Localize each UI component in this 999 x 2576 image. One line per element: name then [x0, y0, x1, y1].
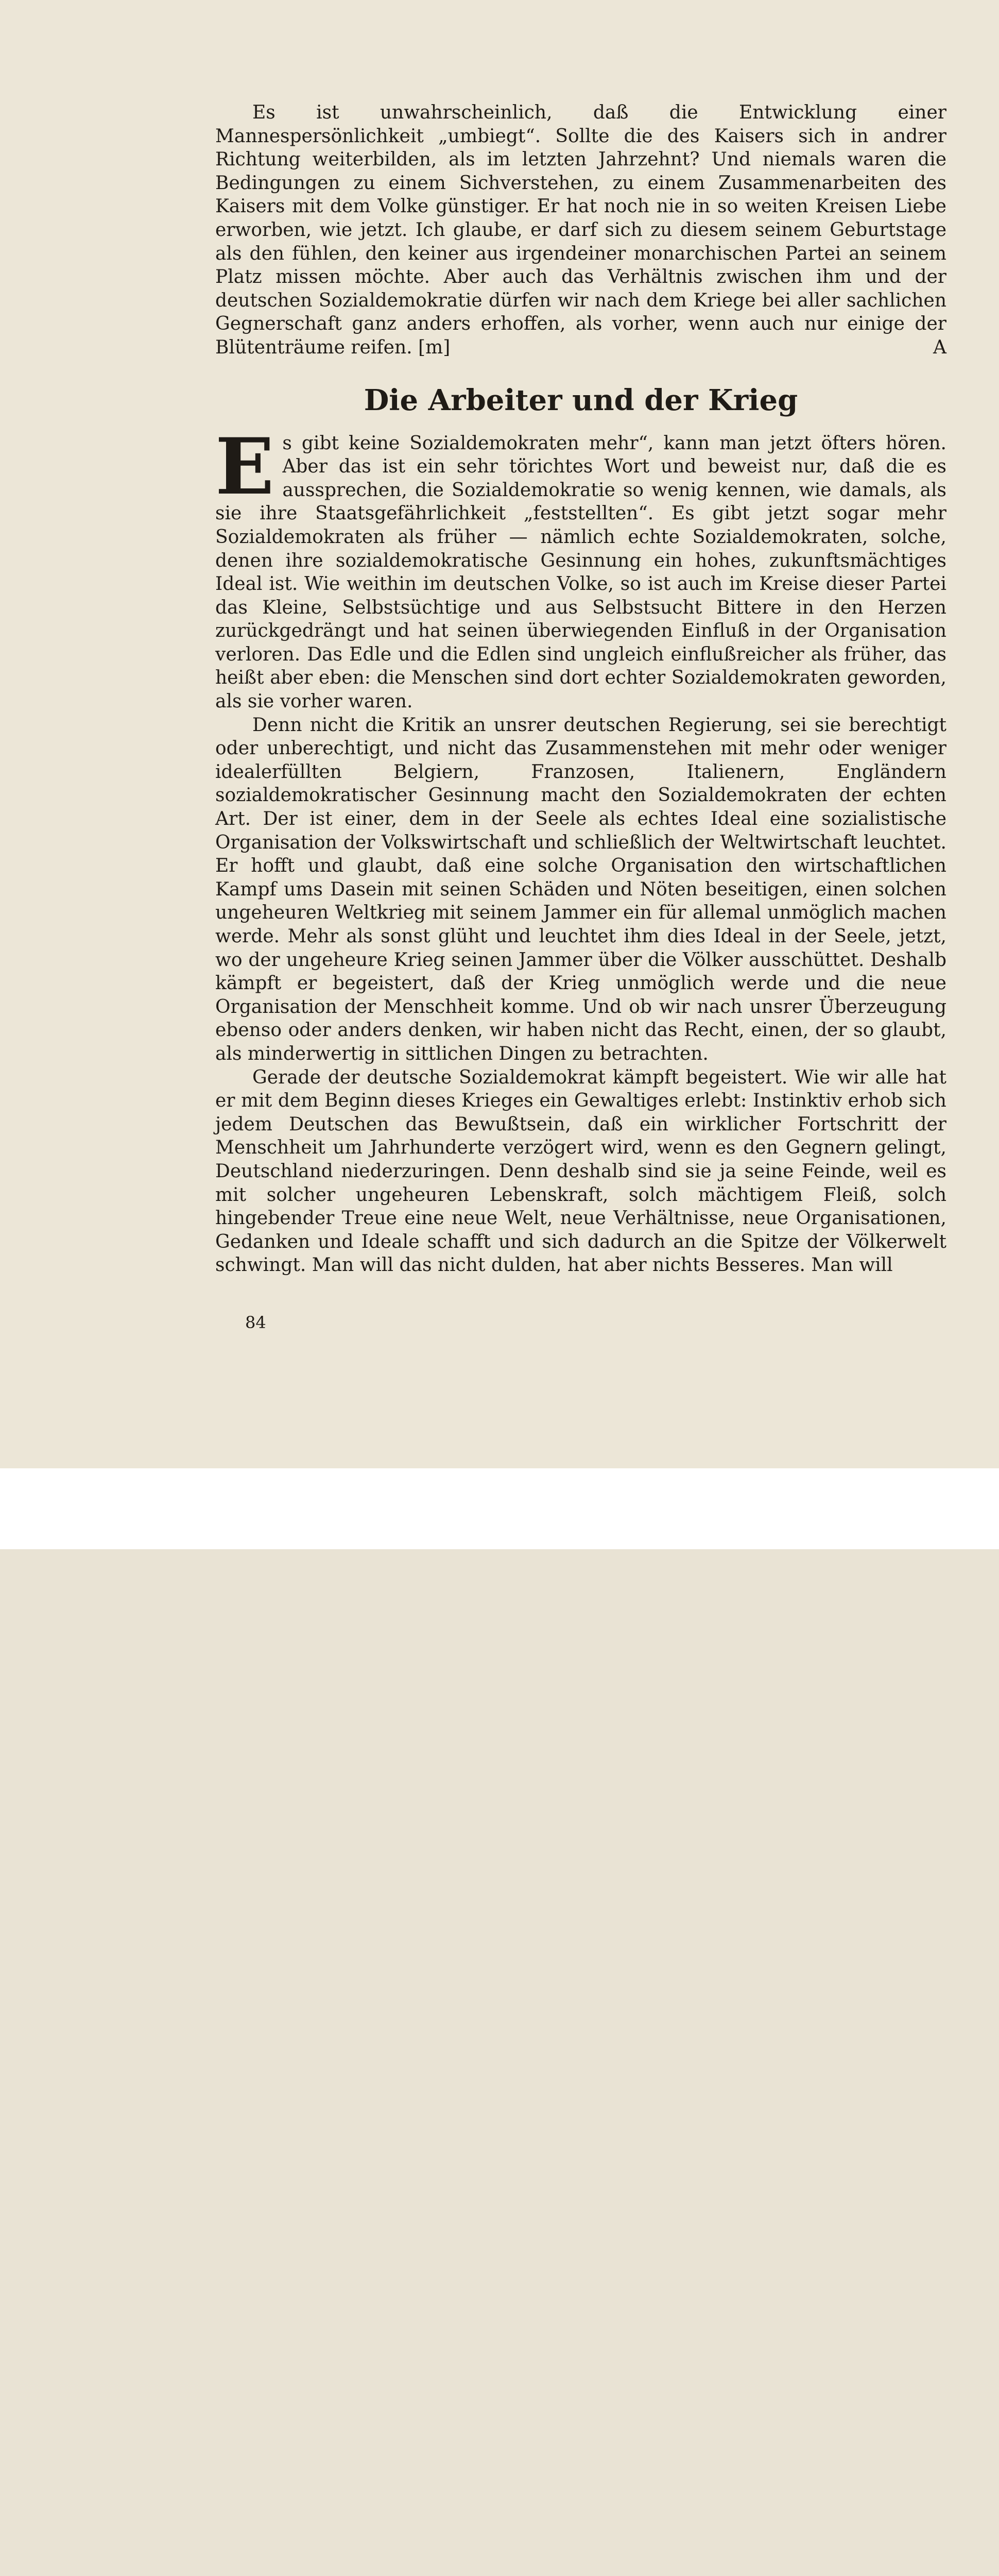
footer-bar	[0, 1468, 999, 1549]
drop-cap: E	[215, 421, 274, 512]
paragraph-3: Gerade der deutsche Sozialdemokrat kämpft begeistert. Wie wir alle hat er mit dem Beginn dieses Krieges ein Gewaltiges erlebt: Instinktiv erhob sich jedem Deutschen das Bewußtsein, daß ein wirklicher Fortschritt der Menschheit um Jahrhunderte verzögert wird, wenn es den Gegnern gelingt, Deutschland niederzuringen. Denn deshalb sind sie ja seine Feinde, weil es mit solcher ungeheuren Lebenskraft, solch mächtigem Fleiß, solch hingebender Treue eine neue Welt, neue Verhältnisse, neue Organisationen, Gedanken und Ideale schafft und sich dadurch an die Spitze der Völkerwelt schwingt. Man will das nicht dulden, hat aber nichts Besseres. Man will	[215, 1066, 946, 1276]
article-title: Die Arbeiter und der Krieg	[364, 383, 798, 417]
author-mark: A	[933, 336, 946, 358]
text-column	[215, 101, 946, 1277]
paragraph-1	[215, 421, 946, 714]
page-number: 84	[245, 1313, 266, 1332]
paragraph-2: Denn nicht die Kritik an unsrer deutschen Regierung, sei sie berechtigt oder unberechtigt, und nicht das Zusammenstehen mit mehr oder weniger idealerfüllten Belgiern, Franzosen, Italienern, Engländern sozialdemokratischer Gesinnung macht den Sozialdemokraten der echten Art. Der ist einer, dem in der Seele als echtes Ideal eine sozialistische Organisation der Volkswirtschaft und schließlich der Weltwirtschaft leuchtet. Er hofft und glaubt, daß eine solche Organisation den wirtschaftlichen Kampf ums Dasein mit seinen Schäden und Nöten beseitigen, einen solchen ungeheuren Weltkrieg mit seinem Jammer ein für allemal unmöglich machen werde. Mehr als sonst glüht und leuchtet ihm dies Ideal in der Seele, jetzt, wo der ungeheure Krieg seinen Jammer über die Völker ausschüttet. Deshalb kämpft er begeistert, daß der Krieg unmöglich werde und die neue Organisation der Menschheit komme. Und ob wir nach unsrer Überzeugung ebenso oder anders denken, wir haben nicht das Recht, einen, der so glaubt, als minderwertig in sittlichen Dingen zu betrachten.	[215, 714, 946, 1064]
paragraph-kaiser: Es ist unwahrscheinlich, daß die Entwicklung einer Mannespersönlichkeit „umbiegt“. Sollte die des Kaisers sich in andrer Richtung weiterbilden, als im letzten Jahrzehnt? Und niemals waren die Bedingungen zu einem Sichverstehen, zu einem Zusammenarbeiten des Kaisers mit dem Volke günstiger. Er hat noch nie in so weiten Kreisen Liebe erworben, wie jetzt. Ich glaube, er darf sich zu diesem seinem Geburtstage als den fühlen, den keiner aus irgendeiner monarchischen Partei an seinem Platz missen möchte. Aber auch das Verhältnis zwischen ihm und der deutschen Sozialdemokratie dürfen wir nach dem Kriege bei aller sachlichen Gegnerschaft ganz anders erhoffen, als vorher, wenn auch nur einige der Blütenträume reifen. [m]	[215, 102, 946, 358]
paragraph-1-text: s gibt keine Sozialdemokraten mehr“, kann man jetzt öfters hören. Aber das ist ein sehr törichtes Wort und beweist nur, daß die es aussprechen, die Sozialdemokratie so wenig kennen, wie damals, als sie ihre Staatsgefährlichkeit „feststellten“. Es gibt jetzt sogar mehr Sozialdemokraten als früher — nämlich echte Sozialdemokraten, solche, denen ihre sozialdemokratische Gesinnung ein hohes, zukunftsmächtiges Ideal ist. Wie weithin im deutschen Volke, so ist auch im Kreise dieser Partei das Kleine, Selbstsüchtige und aus Selbstsucht Bittere in den Herzen zurückgedrängt und hat seinen überwiegenden Einfluß in der Organisation verloren. Das Edle und die Edlen sind ungleich einflußreicher als früher, das heißt aber eben: die Menschen sind dort echter Sozialdemokraten geworden, als sie vorher waren.	[215, 432, 946, 713]
